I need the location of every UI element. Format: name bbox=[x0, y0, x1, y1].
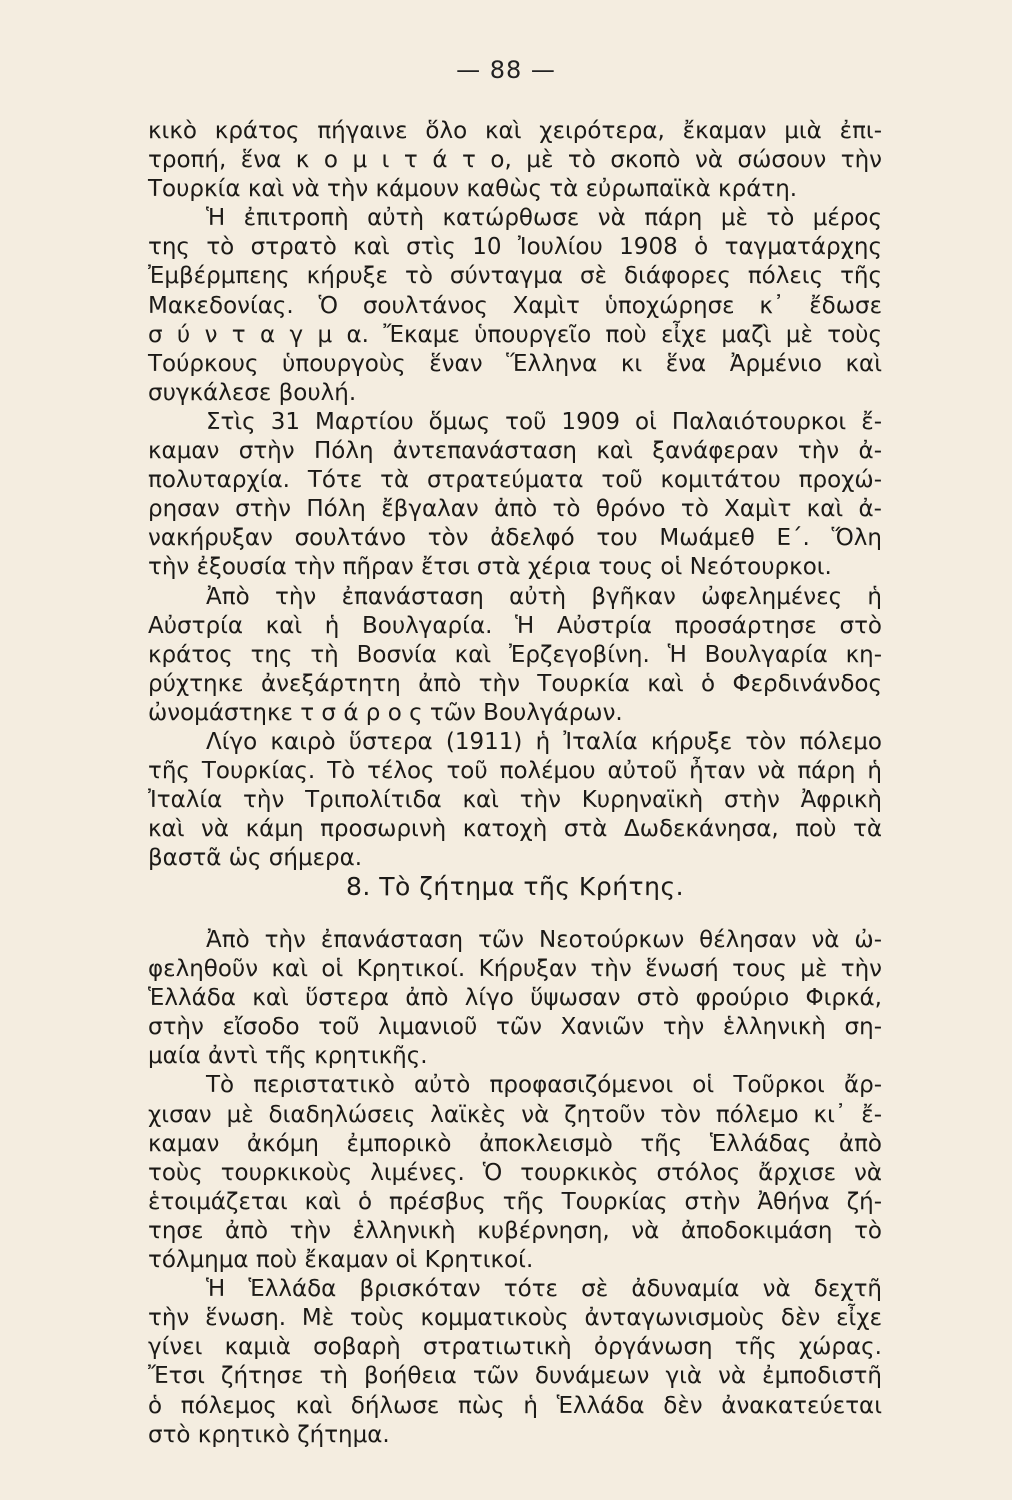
text-line: φεληθοῦν καὶ οἱ Κρητικοί. Κήρυξαν τὴν ἕνωσή τους μὲ τὴν bbox=[148, 956, 882, 983]
text-line: καμαν στὴν Πόλη ἀντεπανάσταση καὶ ξανάφεραν τὴν ἀ- bbox=[148, 438, 882, 465]
text-line: Μακεδονίας. Ὁ σουλτάνος Χαμὶτ ὑποχώρησε κ᾽ ἔδωσε bbox=[148, 292, 882, 319]
text-line: ὁ πόλεμος καὶ δήλωσε πὼς ἡ Ἑλλάδα δὲν ἀνακατεύεται bbox=[148, 1392, 882, 1419]
text-line: σ ύ ν τ α γ μ α. Ἔκαμε ὑπουργεῖο ποὺ εἶχε μαζὶ μὲ τοὺς bbox=[148, 321, 882, 348]
text-line: Στὶς 31 Μαρτίου ὅμως τοῦ 1909 οἱ Παλαιότουρκοι ἔ- bbox=[206, 408, 882, 435]
text-line: στὴν εἴσοδο τοῦ λιμανιοῦ τῶν Χανιῶν τὴν ἑλληνικὴ ση- bbox=[148, 1014, 882, 1041]
text-line: κικὸ κράτος πήγαινε ὅλο καὶ χειρότερα, ἔκαμαν μιὰ ἐπι- bbox=[148, 118, 882, 144]
text-line: ἑτοιμάζεται καὶ ὁ πρέσβυς τῆς Τουρκίας στὴν Ἀθήνα ζή- bbox=[148, 1188, 882, 1215]
text-block-bottom bbox=[148, 926, 882, 1450]
text-line: κράτος της τὴ Βοσνία καὶ Ἐρζεγοβίνη. Ἡ Βουλγαρία κη- bbox=[148, 641, 882, 668]
text-line: τὴν ἐξουσία τὴν πῆραν ἔτσι στὰ χέρια τους οἱ Νεότουρκοι. bbox=[148, 554, 832, 581]
text-line: Ἔτσι ζήτησε τὴ βοήθεια τῶν δυνάμεων γιὰ νὰ ἐμποδιστῆ bbox=[148, 1363, 882, 1390]
section-heading: 8. Τὸ ζήτημα τῆς Κρήτης. bbox=[345, 872, 685, 901]
text-line: καὶ νὰ κάμη προσωρινὴ κατοχὴ στὰ Δωδεκάνησα, ποὺ τὰ bbox=[148, 816, 882, 843]
text-line: ρύχτηκε ἀνεξάρτητη ἀπὸ τὴν Τουρκία καὶ ὁ Φερδινάνδος bbox=[148, 670, 882, 697]
text-line: συγκάλεσε βουλή. bbox=[148, 379, 357, 406]
text-line: τῆς Τουρκίας. Τὸ τέλος τοῦ πολέμου αὐτοῦ ἦταν νὰ πάρη ἡ bbox=[148, 758, 882, 785]
text-line: ρησαν στὴν Πόλη ἔβγαλαν ἀπὸ τὸ θρόνο τὸ Χαμὶτ καὶ ἀ- bbox=[148, 496, 882, 523]
paragraph bbox=[148, 1275, 882, 1450]
text-line: Ἰταλία τὴν Τριπολίτιδα καὶ τὴν Κυρηναϊκὴ στὴν Ἀφρικὴ bbox=[148, 787, 882, 814]
text-line: Ἡ Ἑλλάδα βρισκόταν τότε σὲ ἀδυναμία νὰ δεχτῆ bbox=[206, 1276, 882, 1303]
text-line: Ἀπὸ τὴν ἐπανάσταση τῶν Νεοτούρκων θέλησαν νὰ ὠ- bbox=[206, 927, 882, 953]
text-line: μαία ἀντὶ τῆς κρητικῆς. bbox=[148, 1043, 428, 1070]
text-line: Ἡ ἐπιτροπὴ αὐτὴ κατώρθωσε νὰ πάρη μὲ τὸ μέρος bbox=[206, 205, 882, 232]
paragraph bbox=[148, 583, 882, 728]
text-line: ὠνομάστηκε τ σ ά ρ ο ς τῶν Βουλγάρων. bbox=[148, 699, 623, 726]
text-block-top bbox=[148, 117, 882, 873]
text-line: Αὐστρία καὶ ἡ Βουλγαρία. Ἡ Αὐστρία προσάρτησε στὸ bbox=[148, 612, 882, 639]
text-line: πολυταρχία. Τότε τὰ στρατεύματα τοῦ κομιτάτου προχώ- bbox=[148, 467, 882, 494]
paragraph bbox=[148, 408, 882, 583]
text-line: Τούρκους ὑπουργοὺς ἕναν Ἕλληνα κι ἕνα Ἀρμένιο καὶ bbox=[148, 350, 882, 377]
paragraph bbox=[148, 728, 882, 873]
text-line: Ἀπὸ τὴν ἐπανάσταση αὐτὴ βγῆκαν ὠφελημένες ἡ bbox=[206, 583, 882, 610]
text-line: τόλμημα ποὺ ἔκαμαν οἱ Κρητικοί. bbox=[148, 1247, 534, 1274]
page-number: — 88 — bbox=[456, 56, 556, 84]
text-line: τησε ἀπὸ τὴν ἑλληνικὴ κυβέρνηση, νὰ ἀποδοκιμάση τὸ bbox=[148, 1217, 882, 1244]
text-line: τοὺς τουρκικοὺς λιμένες. Ὁ τουρκικὸς στόλος ἄρχισε νὰ bbox=[148, 1159, 882, 1186]
paragraph bbox=[148, 204, 882, 408]
paragraph bbox=[148, 117, 882, 204]
text-line: Ἐμβέρμπεης κήρυξε τὸ σύνταγμα σὲ διάφορες πόλεις τῆς bbox=[148, 263, 882, 290]
text-line: τροπή, ἕνα κ ο μ ι τ ά τ ο, μὲ τὸ σκοπὸ νὰ σώσουν τὴν bbox=[148, 147, 882, 174]
text-line: νακήρυξαν σουλτάνο τὸν ἀδελφό του Μωάμεθ Ε΄. Ὅλη bbox=[148, 525, 882, 552]
text-line: χισαν μὲ διαδηλώσεις λαϊκὲς νὰ ζητοῦν τὸν πόλεμο κι᾽ ἔ- bbox=[148, 1101, 882, 1128]
paragraph bbox=[148, 926, 882, 1071]
text-line: τὴν ἕνωση. Μὲ τοὺς κομματικοὺς ἀνταγωνισμοὺς δὲν εἶχε bbox=[148, 1305, 882, 1332]
text-line: στὸ κρητικὸ ζήτημα. bbox=[148, 1421, 390, 1448]
text-line: βαστᾶ ὡς σήμερα. bbox=[148, 845, 363, 872]
text-line: Λίγο καιρὸ ὕστερα (1911) ἡ Ἰταλία κήρυξε τὸν πόλεμο bbox=[206, 728, 882, 755]
text-line: γίνει καμιὰ σοβαρὴ στρατιωτικὴ ὀργάνωση τῆς χώρας. bbox=[148, 1334, 882, 1361]
paragraph bbox=[148, 1071, 882, 1275]
text-line: Ἑλλάδα καὶ ὕστερα ἀπὸ λίγο ὕψωσαν στὸ φρούριο Φιρκά, bbox=[148, 985, 882, 1012]
text-line: καμαν ἀκόμη ἐμπορικὸ ἀποκλεισμὸ τῆς Ἑλλάδας ἀπὸ bbox=[148, 1130, 882, 1157]
text-line: Τουρκία καὶ νὰ τὴν κάμουν καθὼς τὰ εὐρωπαϊκὰ κράτη. bbox=[148, 176, 798, 203]
text-line: της τὸ στρατὸ καὶ στὶς 10 Ἰουλίου 1908 ὁ ταγματάρχης bbox=[148, 234, 882, 261]
text-line: Τὸ περιστατικὸ αὐτὸ προφασιζόμενοι οἱ Τοῦρκοι ἄρ- bbox=[206, 1072, 882, 1099]
